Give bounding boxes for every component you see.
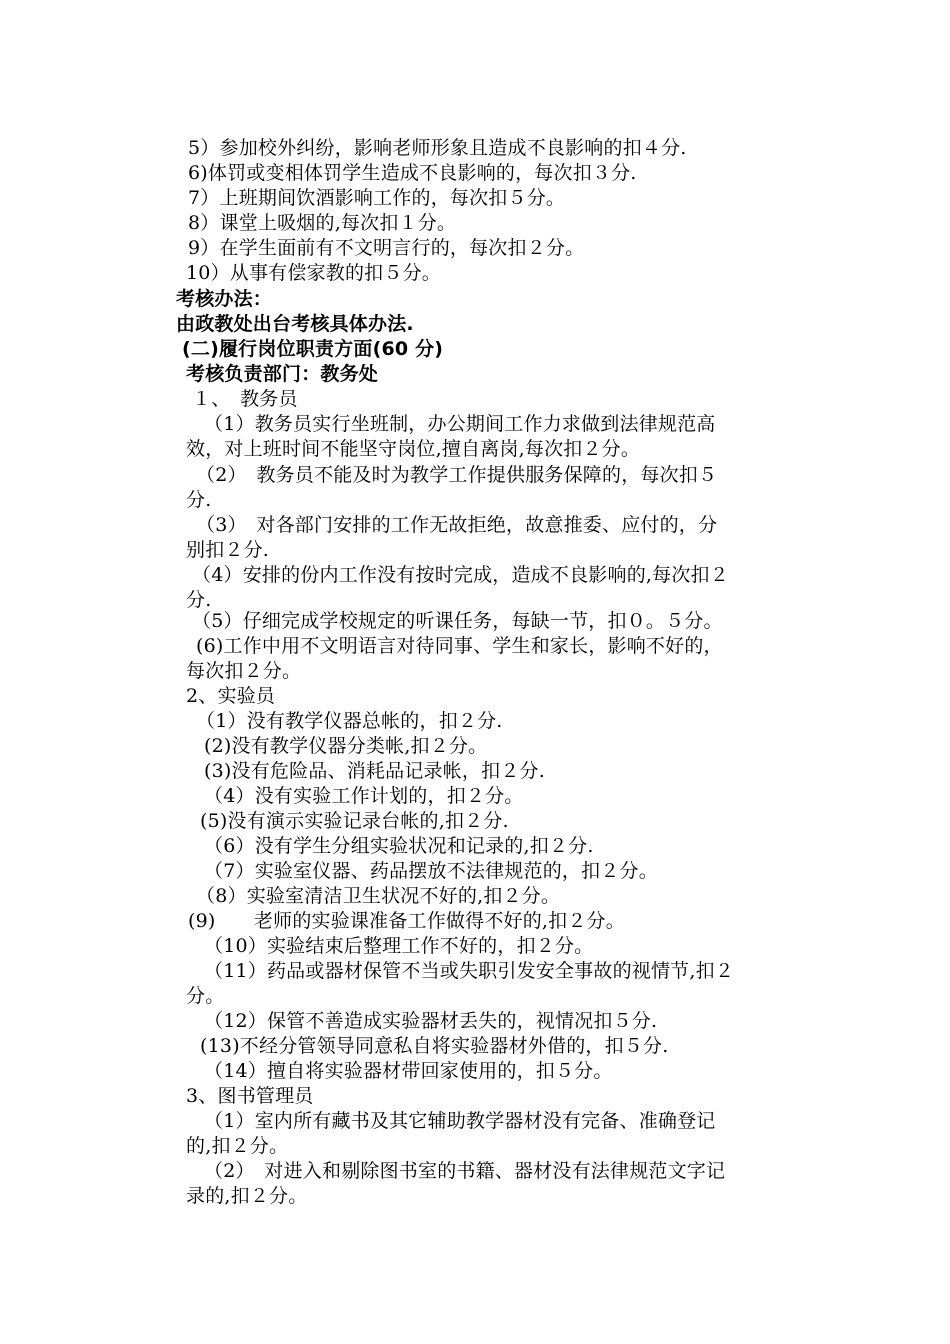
text-line: （5）仔细完成学校规定的听课任务，每缺一节，扣０。５分。 [192,610,723,632]
text-line: 每次扣２分。 [186,660,302,682]
text-line: （8）实验室清洁卫生状况不好的,扣２分。 [196,885,561,907]
text-line: （10）实验结束后整理工作不好的，扣２分。 [204,935,594,957]
text-line: （1）教务员实行坐班制，办公期间工作力求做到法律规范高 [204,413,716,435]
text-line: （3） 对各部门安排的工作无故拒绝，故意推委、应付的，分 [196,514,718,536]
text-line: （12）保管不善造成实验器材丢失的，视情况扣５分. [204,1010,658,1032]
subsection-heading: 2、实验员 [186,685,276,707]
text-line: 5）参加校外纠纷，影响老师形象且造成不良影响的扣４分. [188,137,687,159]
text-line: 7）上班期间饮酒影响工作的，每次扣５分。 [188,187,566,209]
text-line: （4）安排的份内工作没有按时完成，造成不良影响的,每次扣２ [192,564,729,586]
text-line: 分. [186,589,212,611]
text-line: 效，对上班时间不能坚守岗位,擅自离岗,每次扣２分。 [186,438,641,460]
subsection-heading: １、 教务员 [192,388,298,410]
text-line: （2） 对进入和剔除图书室的书籍、器材没有法律规范文字记 [204,1160,726,1182]
section-heading: (二)履行岗位职责方面(60 分) [182,338,444,360]
text-line: （6）没有学生分组实验状况和记录的,扣２分. [204,835,594,857]
text-line: （11）药品或器材保管不当或失职引发安全事故的视情节,扣２ [204,960,735,982]
text-line: (2)没有教学仪器分类帐,扣２分。 [204,735,488,757]
text-line: (13)不经分管领导同意私自将实验器材外借的，扣５分. [200,1035,669,1057]
text-line: (9) 老师的实验课准备工作做得不好的,扣２分。 [188,910,625,932]
section-heading: 考核办法： [176,288,273,310]
text-line: （1）没有教学仪器总帐的，扣２分. [196,710,503,732]
section-text: 由政教处出台考核具体办法. [176,313,414,335]
text-line: (3)没有危险品、消耗品记录帐，扣２分. [204,760,545,782]
text-line: 录的,扣２分。 [186,1185,308,1207]
text-line: 的,扣２分。 [186,1135,289,1157]
text-line: 分. [186,489,212,511]
text-line: 别扣２分. [186,539,270,561]
text-line: （7）实验室仪器、药品摆放不法律规范的，扣２分。 [204,860,658,882]
text-line: (6)工作中用不文明语言对待同事、学生和家长，影响不好的， [196,635,723,657]
subsection-heading: 3、图书管理员 [186,1085,314,1107]
text-line: 分。 [186,985,225,1007]
text-line: （2） 教务员不能及时为教学工作提供服务保障的，每次扣５ [196,464,718,486]
text-line: 8）课堂上吸烟的,每次扣１分。 [188,212,457,234]
text-line: （1）室内所有藏书及其它辅助教学器材没有完备、准确登记 [204,1110,716,1132]
text-line: 9）在学生面前有不文明言行的，每次扣２分。 [188,237,585,259]
text-line: （14）擅自将实验器材带回家使用的，扣５分。 [204,1060,613,1082]
text-line: (5)没有演示实验记录台帐的,扣２分. [200,810,509,832]
text-line: 6)体罚或变相体罚学生造成不良影响的，每次扣３分. [188,162,637,184]
section-heading: 考核负责部门：教务处 [186,363,379,385]
text-line: （4）没有实验工作计划的，扣２分。 [204,785,524,807]
text-line: 10）从事有偿家教的扣５分。 [186,262,441,284]
